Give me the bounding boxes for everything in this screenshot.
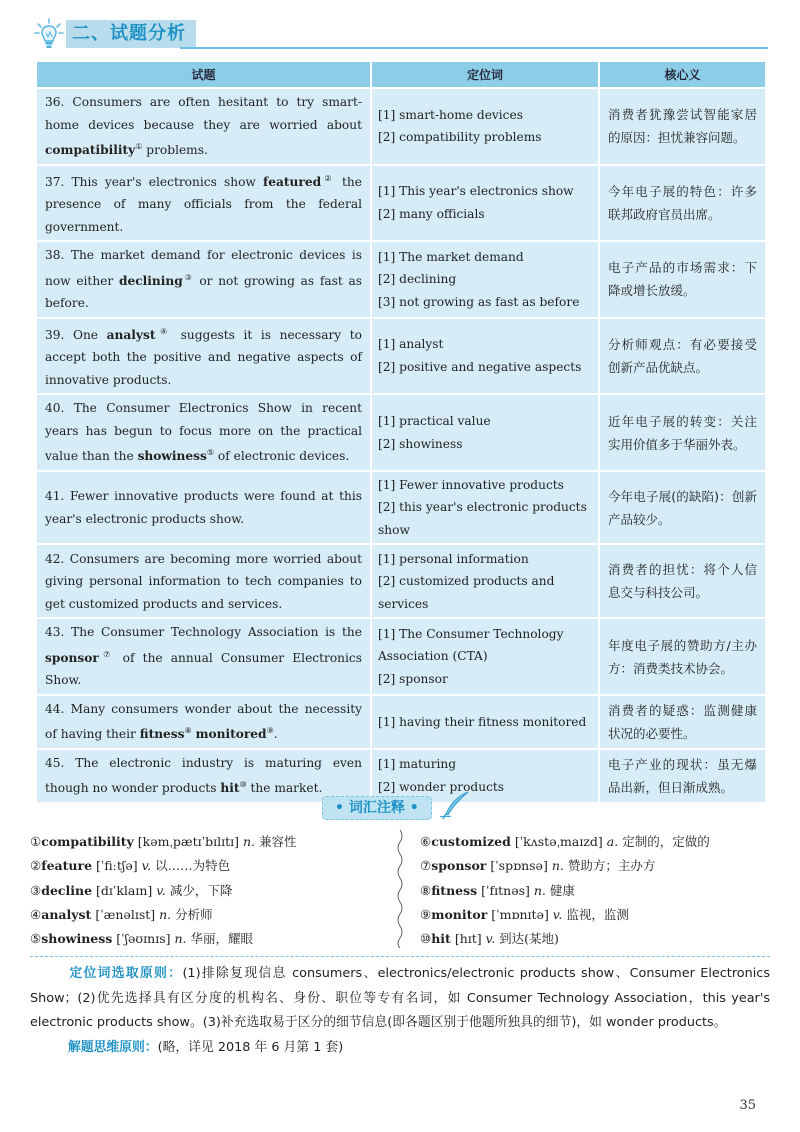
vocab-phonetic: [ˈfiːtʃə]: [92, 858, 142, 874]
question-cell: [37, 619, 370, 694]
keywords-cell: [372, 166, 598, 241]
vocab-part-of-speech: n.: [159, 906, 172, 922]
keyword-item: [2] compatibility problems: [378, 130, 542, 145]
vocab-part-of-speech: n.: [533, 882, 546, 898]
keyword-item: [1] practical value: [378, 414, 491, 429]
vocab-meaning: 兼容性: [255, 834, 297, 849]
vocab-number: ⑦: [420, 858, 432, 874]
keyword-bold: declining: [118, 273, 183, 288]
vocab-meaning: 分析师: [171, 906, 213, 922]
column-header-keywords: 定位词: [372, 62, 598, 87]
principle-label: 定位词选取原则：: [68, 966, 183, 981]
vocab-word: fitness: [431, 882, 478, 898]
vocab-entry: [30, 879, 370, 903]
keyword-item: [1] Fewer innovative products: [378, 477, 564, 492]
vocab-meaning: 以……为特色: [151, 858, 231, 874]
analysis-table: [35, 60, 767, 804]
core-meaning-cell: 消费者的担忧：将个人信息交与科技公司。: [600, 545, 765, 617]
vocab-number: ①: [30, 834, 42, 849]
question-text: or not growing as fast as before.: [45, 273, 363, 311]
keyword-item: [2] customized products and services: [378, 574, 555, 611]
section-title: 二、试题分析: [66, 20, 196, 48]
vocab-part-of-speech: n.: [174, 931, 187, 947]
page-number: 35: [739, 1098, 756, 1113]
vocab-word: showiness: [41, 931, 113, 947]
question-text: 45. The electronic industry is maturing even though no wonder products: [45, 755, 362, 796]
vocab-number: ⑩: [420, 931, 432, 947]
question-text: 39. One: [45, 327, 107, 342]
vocab-part-of-speech: v.: [156, 882, 166, 898]
keywords-cell: [372, 472, 598, 544]
vocab-word: analyst: [41, 906, 92, 922]
vocab-phonetic: [kəmˌpætɪˈbɪlɪtɪ]: [133, 834, 243, 849]
table-row: [37, 319, 765, 394]
question-cell: [37, 242, 370, 317]
keyword-selection-principle: [30, 962, 770, 1036]
vocab-number: ③: [30, 882, 42, 898]
keywords-cell: [372, 696, 598, 748]
keyword-item: [1] This year's electronics show: [378, 184, 574, 199]
table-row: [37, 242, 765, 317]
vocab-entry: [30, 830, 370, 854]
keyword-item: [1] personal information: [378, 551, 529, 566]
core-meaning-cell: 电子产业的现状：虽无爆品出新，但日渐成熟。: [600, 750, 765, 802]
question-text: 41. Fewer innovative products were found at this year's electronic products show.: [45, 489, 362, 526]
keyword-item: [1] maturing: [378, 757, 457, 772]
question-text: 43. The Consumer Technology Association is the: [45, 625, 362, 640]
vocab-number: ⑥: [420, 834, 432, 849]
vocab-meaning: 华丽，耀眼: [186, 931, 253, 947]
keyword-bold: hit: [220, 781, 240, 796]
keywords-cell: [372, 545, 598, 617]
vocab-entry: [420, 854, 760, 878]
question-cell: [37, 319, 370, 394]
vocab-word: monitor: [431, 906, 488, 922]
quill-icon: [438, 790, 472, 820]
question-text: of electronic devices.: [214, 449, 350, 464]
footnote-marker: ⑤: [206, 448, 215, 458]
question-text: 40. The Consumer Electronics Show in recent years has begun to focus more on the practical value than the: [45, 401, 362, 464]
vocab-word: sponsor: [431, 858, 487, 874]
vocab-part-of-speech: v.: [141, 858, 152, 874]
table-row: [37, 89, 765, 164]
wavy-divider: [394, 830, 406, 948]
keyword-item: [1] The market demand: [378, 249, 524, 264]
vocab-entry: [420, 830, 760, 854]
principles-section: [30, 962, 770, 1060]
keyword-item: [2] declining: [378, 272, 457, 287]
footnote-marker: ⑨: [266, 726, 274, 736]
core-meaning-cell: 今年电子展(的缺陷)：创新产品较少。: [600, 472, 765, 544]
vocab-phonetic: [ˈʃəʊɪnɪs]: [112, 931, 175, 947]
keyword-bold: featured: [263, 174, 322, 189]
keyword-item: [2] this year's electronic products show: [378, 500, 587, 537]
vocab-phonetic: [hɪt]: [450, 931, 486, 947]
question-text: 38. The market demand for electronic devices is now either: [45, 248, 362, 288]
vocab-word: compatibility: [41, 834, 134, 849]
vocab-meaning: 到达(某地): [495, 931, 559, 947]
core-meaning-cell: 近年电子展的转变：关注实用价值多于华丽外表。: [600, 395, 765, 470]
core-meaning-cell: 消费者的疑惑：监测健康状况的必要性。: [600, 696, 765, 748]
keyword-item: [2] wonder products: [378, 779, 505, 794]
keywords-cell: [372, 619, 598, 694]
footnote-marker: ④: [155, 326, 173, 336]
table-row: [37, 166, 765, 241]
question-text: 36. Consumers are often hesitant to try smart-home devices because they are worried about: [45, 95, 362, 132]
keywords-cell: [372, 395, 598, 470]
vocab-number: ⑧: [420, 882, 432, 898]
keyword-item: [2] sponsor: [378, 671, 448, 686]
core-meaning-cell: 消费者犹豫尝试智能家居的原因：担忧兼容问题。: [600, 89, 765, 164]
vocab-part-of-speech: v.: [552, 906, 563, 922]
keyword-item: [1] smart-home devices: [378, 107, 523, 122]
principle-text: (1)排除复现信息 consumers、electronics/electronic products show、Consumer Electronics Show；(2)优先选择具有区分度的机构名、身份、职位等专有名词，如 Consumer Technology Association，this year's electronic products show。(3)补充选取易于区分的细节信息(即各题区别于他题所独具的细节)，如 wonder products。: [30, 966, 770, 1030]
keyword-bold: showiness: [137, 449, 207, 464]
table-row: [37, 619, 765, 694]
vocab-entry: [30, 927, 370, 951]
table-header-row: [37, 62, 765, 87]
vocab-phonetic: [dɪˈklaɪn]: [92, 882, 157, 898]
vocab-list-right: [420, 830, 760, 951]
lightbulb-icon: [34, 18, 64, 50]
vocab-word: feature: [41, 858, 93, 874]
table-row: [37, 545, 765, 617]
question-text: 44. Many consumers wonder about the necessity of having their: [45, 701, 362, 742]
question-text: of the annual Consumer Electronics Show.: [45, 650, 363, 688]
vocab-word: decline: [41, 882, 93, 898]
vocab-part-of-speech: n.: [551, 858, 564, 874]
vocab-part-of-speech: a.: [606, 834, 619, 849]
table-row: [37, 472, 765, 544]
vocab-title: • 词汇注释 •: [322, 796, 432, 820]
core-meaning-cell: 今年电子展的特色：许多联邦政府官员出席。: [600, 166, 765, 241]
keyword-item: [1] having their fitness monitored: [378, 714, 587, 729]
question-cell: [37, 89, 370, 164]
footnote-marker: ②: [321, 173, 335, 183]
question-text: suggests it is necessary to accept both the positive and negative aspects of innovative products.: [45, 327, 363, 387]
vocab-meaning: 监视，监测: [562, 906, 629, 922]
question-text: 37. This year's electronics show: [45, 174, 264, 189]
table-row: [37, 395, 765, 470]
vocab-meaning: 健康: [545, 882, 575, 898]
keyword-item: [3] not growing as fast as before: [378, 294, 580, 309]
vocab-phonetic: [ˈmɒnɪtə]: [487, 906, 553, 922]
vocab-meaning: 赞助方；主办方: [563, 858, 656, 874]
vocab-word: customized: [431, 834, 511, 849]
keyword-item: [2] positive and negative aspects: [378, 359, 582, 374]
footnote-marker: ⑩: [239, 780, 247, 790]
footnote-marker: ③: [182, 272, 194, 282]
keywords-cell: [372, 750, 598, 802]
keyword-item: [1] analyst: [378, 337, 444, 352]
table-row: [37, 750, 765, 802]
core-meaning-cell: 年度电子展的赞助方/主办方：消费类技术协会。: [600, 619, 765, 694]
vocab-entry: [420, 927, 760, 951]
keyword-item: [2] showiness: [378, 436, 463, 451]
keyword-bold: compatibility: [45, 143, 136, 158]
question-text: .: [273, 727, 278, 742]
vocab-number: ⑤: [30, 931, 42, 947]
vocab-word: hit: [431, 931, 451, 947]
vocab-meaning: 定制的，定做的: [618, 834, 710, 849]
question-text: problems.: [142, 143, 208, 158]
solving-thinking-principle: [30, 1036, 770, 1061]
vocab-part-of-speech: n.: [242, 834, 255, 849]
question-cell: [37, 472, 370, 544]
keyword-item: [1] The Consumer Technology Association (CTA): [378, 626, 564, 664]
table-row: [37, 696, 765, 748]
question-cell: [37, 696, 370, 748]
vocab-phonetic: [ˈfɪtnəs]: [477, 882, 534, 898]
vocab-phonetic: [ˈspɒnsə]: [486, 858, 552, 874]
core-meaning-cell: 分析师观点：有必要接受创新产品优缺点。: [600, 319, 765, 394]
keyword-bold: sponsor: [45, 650, 99, 665]
section-header: [30, 16, 770, 54]
footnote-marker: ①: [135, 142, 143, 151]
header-rule: [180, 47, 768, 49]
keywords-cell: [372, 242, 598, 317]
keyword-bold: monitored: [195, 727, 267, 742]
vocab-phonetic: [ˈænəlɪst]: [91, 906, 160, 922]
question-text: the presence of many officials from the federal government.: [45, 174, 362, 234]
principle-text: (略，详见 2018 年 6 月第 1 套): [157, 1039, 344, 1055]
question-cell: [37, 166, 370, 241]
keywords-cell: [372, 319, 598, 394]
core-meaning-cell: 电子产品的市场需求：下降或增长放缓。: [600, 242, 765, 317]
keyword-bold: fitness: [139, 727, 185, 742]
vocab-number: ②: [30, 858, 42, 874]
question-text: the market.: [246, 781, 323, 796]
keywords-cell: [372, 89, 598, 164]
vocab-list-left: [30, 830, 370, 951]
vocab-number: ④: [30, 906, 42, 922]
vocab-phonetic: [ˈkʌstəˌmaɪzd]: [510, 834, 607, 849]
question-text: 42. Consumers are becoming more worried about giving personal information to tech companies to get customized products and services.: [45, 551, 362, 611]
question-cell: [37, 750, 370, 802]
question-cell: [37, 395, 370, 470]
vocab-entry: [420, 879, 760, 903]
dashed-divider: [30, 956, 770, 957]
column-header-core-meaning: 核心义: [600, 62, 765, 87]
question-cell: [37, 545, 370, 617]
vocab-part-of-speech: v.: [485, 931, 496, 947]
footnote-marker: ⑧: [184, 726, 192, 736]
vocab-entry: [30, 903, 370, 927]
vocab-number: ⑨: [420, 906, 432, 922]
vocab-meaning: 减少，下降: [165, 882, 233, 898]
keyword-bold: analyst: [106, 327, 156, 342]
footnote-marker: ⑦: [98, 649, 115, 659]
vocab-entry: [30, 854, 370, 878]
keyword-item: [2] many officials: [378, 206, 485, 221]
vocab-entry: [420, 903, 760, 927]
column-header-question: 试题: [37, 62, 370, 87]
principle-label: 解题思维原则：: [68, 1039, 158, 1055]
